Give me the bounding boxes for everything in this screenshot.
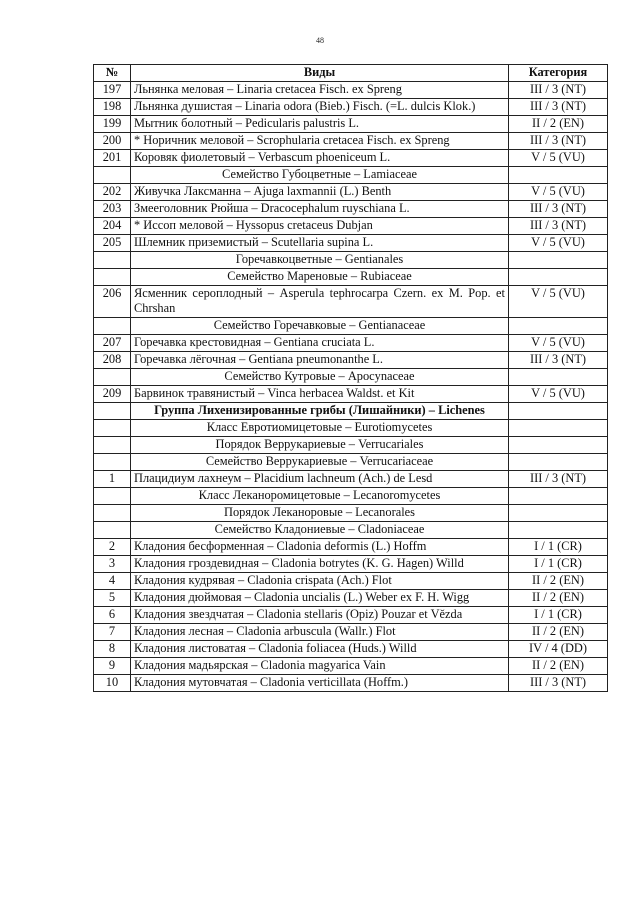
row-number [94, 488, 131, 505]
table-row [94, 641, 608, 658]
species-name: Мытник болотный – Pedicularis palustris L. [131, 116, 509, 133]
species-name: Кладония мутовчатая – Cladonia verticillata (Hoffm.) [131, 675, 509, 692]
table-body [94, 82, 608, 692]
table-row [94, 150, 608, 167]
row-number: 5 [94, 590, 131, 607]
row-number [94, 420, 131, 437]
table-row [94, 556, 608, 573]
row-category: III / 3 (NT) [509, 352, 608, 369]
row-category: V / 5 (VU) [509, 386, 608, 403]
row-number: 2 [94, 539, 131, 556]
row-number: 3 [94, 556, 131, 573]
row-category [509, 269, 608, 286]
header-species: Виды [131, 65, 509, 82]
species-name: * Иссоп меловой – Hyssopus cretaceus Dubjan [131, 218, 509, 235]
taxon-group-row [94, 403, 608, 420]
species-name: Ясменник сероплодный – Asperula tephrocarpa Czern. ex M. Pop. et Chrshan [131, 286, 509, 318]
row-number [94, 522, 131, 539]
taxon-group-name: Порядок Леканоровые – Lecanorales [131, 505, 509, 522]
row-number: 205 [94, 235, 131, 252]
row-category: IV / 4 (DD) [509, 641, 608, 658]
taxon-group-name: Семейство Губоцветные – Lamiaceae [131, 167, 509, 184]
species-name: Змееголовник Рюйша – Dracocephalum ruyschiana L. [131, 201, 509, 218]
table-row [94, 116, 608, 133]
table-row [94, 235, 608, 252]
row-category: II / 2 (EN) [509, 590, 608, 607]
species-name: Кладония дюймовая – Cladonia uncialis (L.) Weber ex F. H. Wigg [131, 590, 509, 607]
row-category: III / 3 (NT) [509, 99, 608, 116]
taxon-group-name: Семейство Веррукариевые – Verrucariaceae [131, 454, 509, 471]
row-number [94, 505, 131, 522]
page-number: 48 [316, 36, 324, 45]
table-row [94, 99, 608, 116]
row-category: V / 5 (VU) [509, 286, 608, 318]
species-name: Кладония мадьярская – Cladonia magyarica Vain [131, 658, 509, 675]
row-number: 207 [94, 335, 131, 352]
table-row [94, 471, 608, 488]
table-row [94, 201, 608, 218]
species-name: Кладония кудрявая – Cladonia crispata (Ach.) Flot [131, 573, 509, 590]
taxon-group-row [94, 522, 608, 539]
row-category: II / 2 (EN) [509, 573, 608, 590]
row-category [509, 252, 608, 269]
row-number: 209 [94, 386, 131, 403]
species-name: Кладония гроздевидная – Cladonia botrytes (K. G. Hagen) Willd [131, 556, 509, 573]
row-category: III / 3 (NT) [509, 82, 608, 99]
taxon-group-row [94, 437, 608, 454]
row-number: 10 [94, 675, 131, 692]
table-row [94, 286, 608, 318]
species-name: Горечавка лёгочная – Gentiana pneumonanthe L. [131, 352, 509, 369]
row-number [94, 454, 131, 471]
row-category: I / 1 (CR) [509, 539, 608, 556]
taxon-group-row [94, 318, 608, 335]
row-category: V / 5 (VU) [509, 150, 608, 167]
row-category [509, 369, 608, 386]
species-name: Кладония звездчатая – Cladonia stellaris (Opiz) Pouzar et Vězda [131, 607, 509, 624]
row-category: I / 1 (CR) [509, 607, 608, 624]
row-category: II / 2 (EN) [509, 116, 608, 133]
taxon-group-name: Семейство Мареновые – Rubiaceae [131, 269, 509, 286]
header-category: Категория [509, 65, 608, 82]
species-name: Барвинок травянистый – Vinca herbacea Waldst. et Kit [131, 386, 509, 403]
taxon-group-name: Порядок Веррукариевые – Verrucariales [131, 437, 509, 454]
row-number: 7 [94, 624, 131, 641]
taxon-group-row [94, 454, 608, 471]
row-category: III / 3 (NT) [509, 218, 608, 235]
row-number: 208 [94, 352, 131, 369]
species-name: Живучка Лаксманна – Ajuga laxmannii (L.) Benth [131, 184, 509, 201]
row-number: 8 [94, 641, 131, 658]
row-number: 201 [94, 150, 131, 167]
taxon-group-row [94, 369, 608, 386]
row-number [94, 437, 131, 454]
row-number [94, 318, 131, 335]
row-number: 206 [94, 286, 131, 318]
taxon-group-name: Семейство Горечавковые – Gentianaceae [131, 318, 509, 335]
row-category [509, 437, 608, 454]
species-name: Льнянка меловая – Linaria cretacea Fisch. ex Spreng [131, 82, 509, 99]
row-category: I / 1 (CR) [509, 556, 608, 573]
row-category [509, 505, 608, 522]
species-name: Горечавка крестовидная – Gentiana cruciata L. [131, 335, 509, 352]
taxon-group-row [94, 252, 608, 269]
taxon-group-row [94, 269, 608, 286]
species-name: Кладония лесная – Cladonia arbuscula (Wallr.) Flot [131, 624, 509, 641]
table-row [94, 624, 608, 641]
table-row [94, 675, 608, 692]
row-number: 1 [94, 471, 131, 488]
header-number: № [94, 65, 131, 82]
row-category: III / 3 (NT) [509, 471, 608, 488]
row-number [94, 167, 131, 184]
table-row [94, 539, 608, 556]
table-row [94, 386, 608, 403]
taxon-group-name: Класс Леканоромицетовые – Lecanoromycetes [131, 488, 509, 505]
taxon-group-name: Семейство Кладониевые – Cladoniaceae [131, 522, 509, 539]
row-category [509, 318, 608, 335]
row-category: III / 3 (NT) [509, 133, 608, 150]
row-number: 4 [94, 573, 131, 590]
row-category [509, 454, 608, 471]
row-number: 199 [94, 116, 131, 133]
row-number: 198 [94, 99, 131, 116]
row-number: 197 [94, 82, 131, 99]
taxon-group-name: Группа Лихенизированные грибы (Лишайники) – Lichenes [131, 403, 509, 420]
row-number: 204 [94, 218, 131, 235]
row-category: III / 3 (NT) [509, 201, 608, 218]
row-number: 6 [94, 607, 131, 624]
taxon-group-row [94, 488, 608, 505]
row-number [94, 269, 131, 286]
table-row [94, 82, 608, 99]
row-number: 202 [94, 184, 131, 201]
row-category [509, 420, 608, 437]
table-row [94, 133, 608, 150]
row-number: 203 [94, 201, 131, 218]
table-row [94, 573, 608, 590]
species-name: Кладония листоватая – Cladonia foliacea (Huds.) Willd [131, 641, 509, 658]
taxon-group-name: Семейство Кутровые – Apocynaceae [131, 369, 509, 386]
row-category [509, 403, 608, 420]
species-name: Кладония бесформенная – Cladonia deformis (L.) Hoffm [131, 539, 509, 556]
row-category: III / 3 (NT) [509, 675, 608, 692]
table-row [94, 218, 608, 235]
table-row [94, 607, 608, 624]
table-row [94, 658, 608, 675]
table-row [94, 184, 608, 201]
species-name: Плацидиум лахнеум – Placidium lachneum (Ach.) de Lesd [131, 471, 509, 488]
species-table [93, 64, 608, 692]
taxon-group-row [94, 420, 608, 437]
species-name: * Норичник меловой – Scrophularia cretacea Fisch. ex Spreng [131, 133, 509, 150]
row-category: V / 5 (VU) [509, 235, 608, 252]
row-category [509, 488, 608, 505]
row-category: V / 5 (VU) [509, 335, 608, 352]
species-name: Коровяк фиолетовый – Verbascum phoeniceum L. [131, 150, 509, 167]
row-category: II / 2 (EN) [509, 658, 608, 675]
species-name: Льнянка душистая – Linaria odora (Bieb.) Fisch. (=L. dulcis Klok.) [131, 99, 509, 116]
row-number [94, 252, 131, 269]
taxon-group-name: Класс Евротиомицетовые – Eurotiomycetes [131, 420, 509, 437]
row-category [509, 167, 608, 184]
row-number: 9 [94, 658, 131, 675]
row-number: 200 [94, 133, 131, 150]
taxon-group-row [94, 505, 608, 522]
row-category [509, 522, 608, 539]
table-row [94, 590, 608, 607]
table-header-row [94, 65, 608, 82]
row-number [94, 369, 131, 386]
taxon-group-row [94, 167, 608, 184]
table-row [94, 352, 608, 369]
species-name: Шлемник приземистый – Scutellaria supina L. [131, 235, 509, 252]
row-category: II / 2 (EN) [509, 624, 608, 641]
table-row [94, 335, 608, 352]
row-category: V / 5 (VU) [509, 184, 608, 201]
taxon-group-name: Горечавкоцветные – Gentianales [131, 252, 509, 269]
row-number [94, 403, 131, 420]
